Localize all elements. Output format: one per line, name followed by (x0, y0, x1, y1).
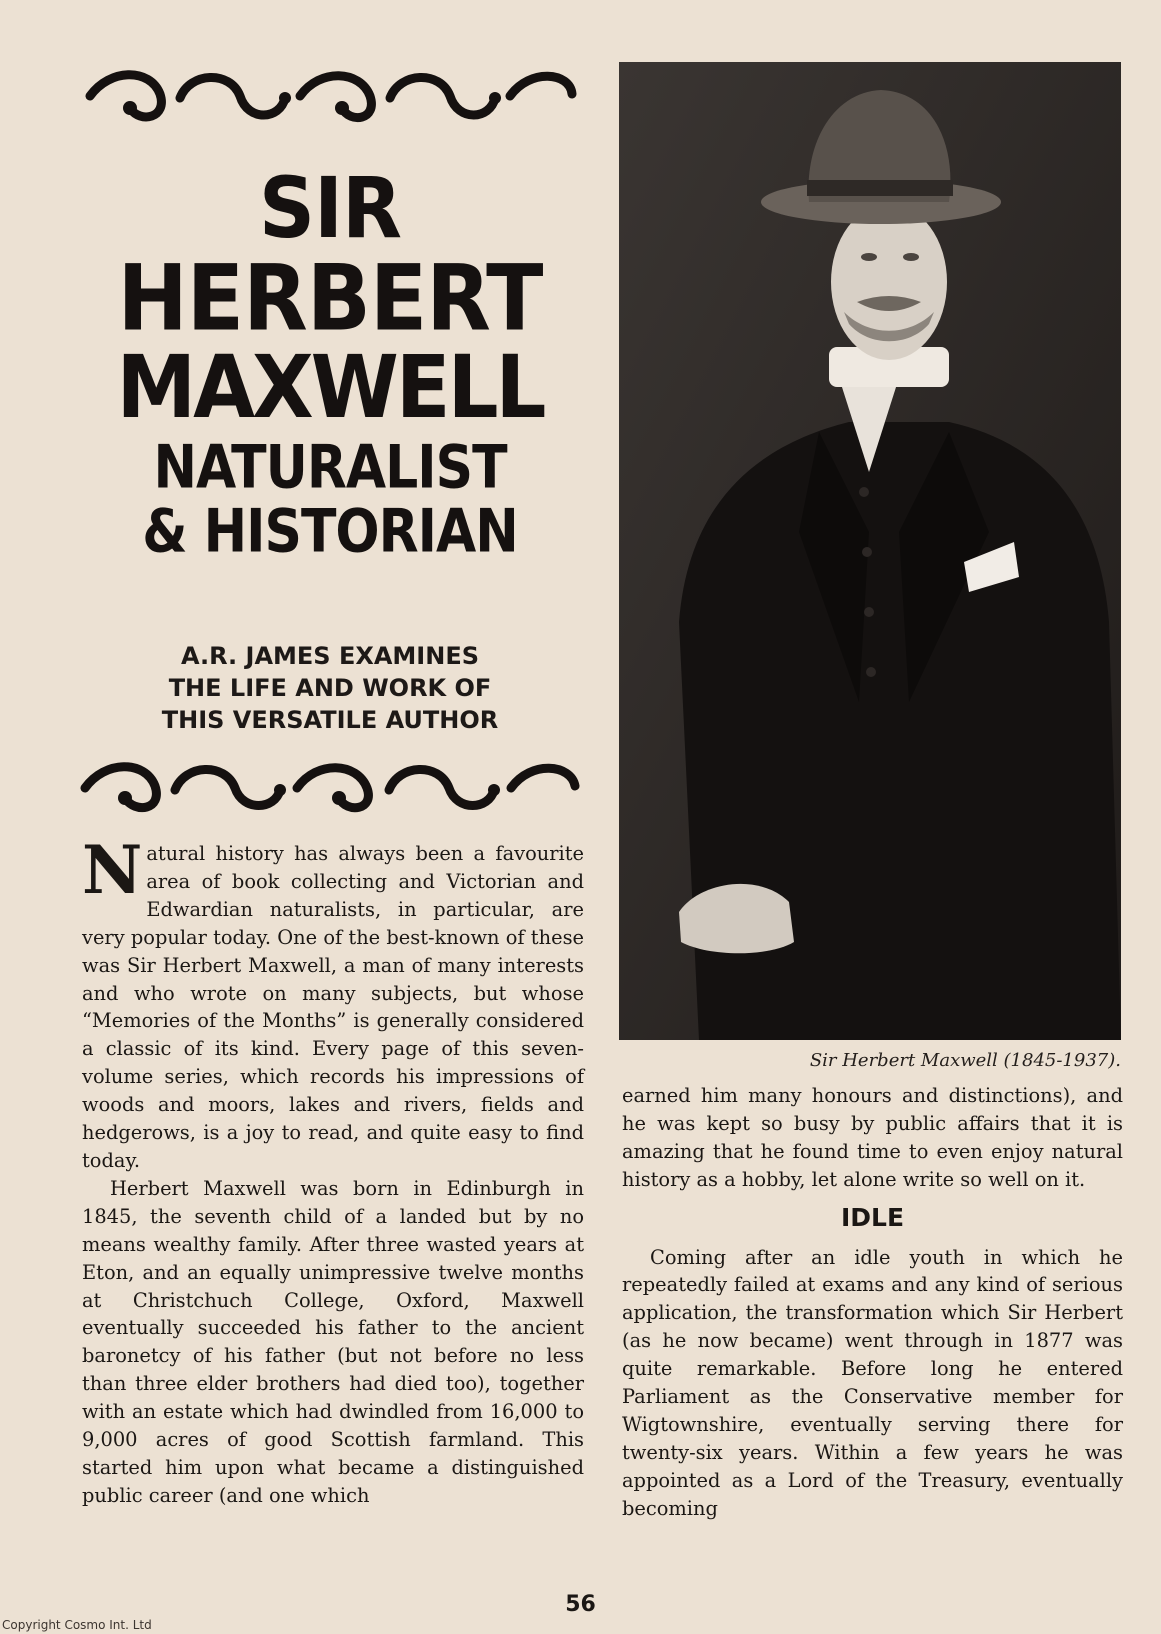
page-number: 56 (565, 1592, 596, 1617)
subtitle-line-1: A.R. JAMES EXAMINES (180, 642, 479, 670)
title-line-2: HERBERT (117, 245, 543, 351)
portrait-photo (619, 62, 1121, 1040)
portrait-illustration (619, 62, 1121, 1040)
paragraph-1 (82, 831, 584, 1175)
paragraph-1-text: atural history has always been a favourite area of book collecting and Victorian and Edwardian naturalists, in particular, are very popular today. One of the best-known of these was Sir Herbert Maxwell, a man of many interests and who wrote on many subjects, but whose “Memories of the Months” is generally considered a classic of its kind. Every page of this seven-volume series, which records his impressions of woods and moors, lakes and rivers, fields and hedgerows, is a joy to read, and quite easy to find today. (82, 842, 584, 1172)
title-line-3: MAXWELL (116, 337, 544, 438)
drop-cap: N (82, 831, 143, 909)
top-scroll-ornament-icon (80, 58, 580, 136)
article-title (70, 160, 590, 567)
paragraph-4: Coming after an idle youth in which he repeatedly failed at exams and any kind of serious application, the transformation which Sir Herbert (as he now became) went through in 1877 was quite remarkable. Before long he entered Parliament as the Conservative member for Wigtownshire, eventually serving there for twenty-six years. Within a few years he was appointed as a Lord of the Treasury, eventually becoming (622, 1245, 1123, 1520)
title-line-4: NATURALIST (153, 433, 507, 503)
bottom-scroll-ornament-icon (75, 752, 585, 824)
article-subtitle (90, 640, 570, 736)
copyright-notice: Copyright Cosmo Int. Ltd (2, 1618, 152, 1632)
body-column-left (82, 831, 584, 1510)
title-line-5: & HISTORIAN (142, 497, 518, 567)
title-line-1: SIR (258, 160, 402, 258)
paragraph-3: earned him many honours and distinctions), and he was kept so busy by public affairs that it is amazing that he found time to even enjoy natural history as a hobby, let alone write so well on it. (622, 1084, 1123, 1191)
subtitle-line-2: THE LIFE AND WORK OF (168, 674, 492, 702)
photo-caption: Sir Herbert Maxwell (1845-1937). (809, 1050, 1121, 1071)
subtitle-line-3: THIS VERSATILE AUTHOR (161, 706, 499, 734)
body-column-right (622, 1082, 1123, 1523)
section-heading-idle: IDLE (840, 1202, 905, 1232)
paragraph-2: Herbert Maxwell was born in Edinburgh in 1845, the seventh child of a landed but by no means wealthy family. After three wasted years at Eton, and an equally unimpressive twelve months at Christchuch College, Oxford, Maxwell eventually succeeded his father to the ancient baronetcy of his father (but not before no less than three elder brothers had died too), together with an estate which had dwindled from 16,000 to 9,000 acres of good Scottish farmland. This started him upon what became a distinguished public career (and one which (82, 1176, 584, 1507)
